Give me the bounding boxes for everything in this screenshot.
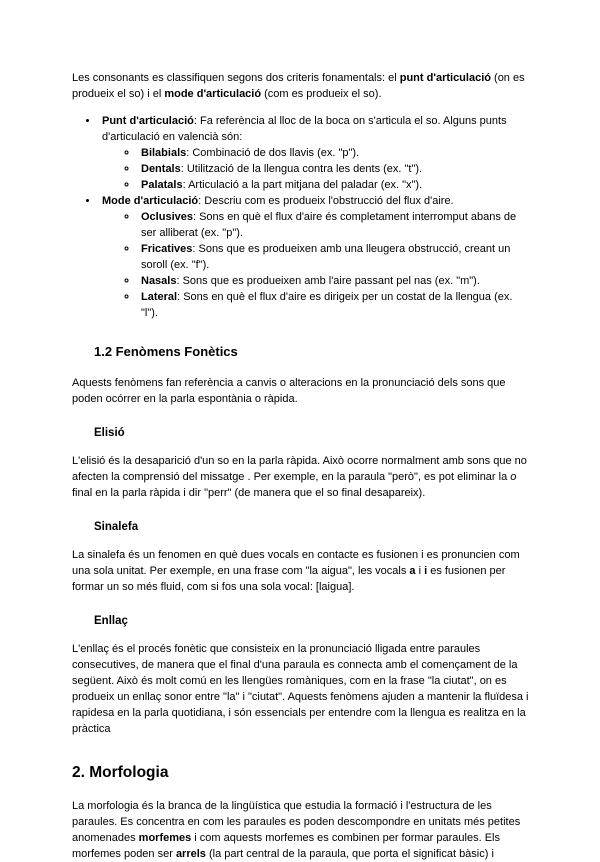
list-item-text: Bilabials: Combinació de dos llavis (ex. "p"). <box>141 147 360 159</box>
list-item-text: Fricatives: Sons que es produeixen amb una lleugera obstrucció, creant un soroll (ex. "f"). <box>141 243 511 271</box>
heading-morfologia: 2. Morfologia <box>72 764 169 781</box>
heading-enllac: Enllaç <box>94 615 128 627</box>
list-item-text: Palatals: Articulació a la part mitjana del paladar (ex. "x"). <box>141 179 423 191</box>
paragraph-enllac: L'enllaç és el procés fonètic que consisteix en la pronunciació lligada entre paraules consecutives, de manera que el final d'una paraula es connecta amb el començament de la següent. Això és molt comú en les llengües romàniques, com en la frase "la ciutat", on es produeix un enllaç sonor entre "la" i "ciutat". Aquests fenòmens ajuden a mantenir la fluïdesa i rapidesa en la parla quotidiana, i són essencials per entendre com la llengua es realitza en la pràctica <box>72 643 529 735</box>
list-item-text: Dentals: Utilització de la llengua contra les dents (ex. "t"). <box>141 163 423 175</box>
list-item-nasals <box>138 273 530 289</box>
list-item-text: Punt d'articulació: Fa referència al lloc de la boca on s'articula el so. Alguns punts d'articulació en valencià són: <box>102 115 507 143</box>
list-item-lateral <box>138 289 530 321</box>
list-item-text: Oclusives: Sons en què el flux d'aire és completament interromput abans de ser alliberat (ex. "p"). <box>141 211 517 239</box>
list-item-dentals <box>138 161 530 177</box>
list-item-fricatives <box>138 241 530 273</box>
articulation-list <box>72 113 530 321</box>
punt-articulacio-sublist <box>102 145 530 193</box>
list-item-mode-articulacio <box>99 193 530 321</box>
paragraph-elisio: L'elisió és la desaparició d'un so en la parla ràpida. Això ocorre normalment amb sons que no afecten la comprensió del missatge . Per exemple, en la paraula "però", es pot eliminar la o final en la parla ràpida i dir "perr" (de manera que el so final desapareix). <box>72 455 527 499</box>
list-item-text: Mode d'articulació: Descriu com es produeix l'obstrucció del flux d'aire. <box>102 195 454 207</box>
list-item-text: Nasals: Sons que es produeixen amb l'aire passant pel nas (ex. "m"). <box>141 275 480 287</box>
list-item-bilabials <box>138 145 530 161</box>
list-item-palatals <box>138 177 530 193</box>
paragraph-fenomens-fonetics: Aquests fenòmens fan referència a canvis o alteracions en la pronunciació dels sons que poden ocórrer en la parla espontània o ràpida. <box>72 377 506 405</box>
list-item-text: Lateral: Sons en què el flux d'aire es dirigeix per un costat de la llengua (ex. "l"). <box>141 291 513 319</box>
paragraph-sinalefa: La sinalefa és un fenomen en què dues vocals en contacte es fusionen i es pronuncien com una sola unitat. Per exemple, en una frase com "la aigua", les vocals a i i es fusionen per formar un so més fluid, com si fos una sola vocal: [laigua]. <box>72 549 520 593</box>
heading-elisio: Elisió <box>94 427 125 439</box>
mode-articulacio-sublist <box>102 209 530 321</box>
intro-paragraph: Les consonants es classifiquen segons dos criteris fonamentals: el punt d'articulació (on es produeix el so) i el mode d'articulació (com es produeix el so). <box>72 72 525 100</box>
heading-fenomens-fonetics: 1.2 Fenòmens Fonètics <box>94 344 238 359</box>
list-item-oclusives <box>138 209 530 241</box>
heading-sinalefa: Sinalefa <box>94 521 139 533</box>
paragraph-morfologia: La morfologia és la branca de la lingüística que estudia la formació i l'estructura de les paraules. Es concentra en com les paraules es poden descompondre en unitats més petites anomenades morfemes i com aquests morfemes es combinen per formar paraules. Els morfemes poden ser arrels (la part central de la paraula, que porta el significat bàsic) i <box>72 800 521 860</box>
list-item-punt-articulacio <box>99 113 530 193</box>
